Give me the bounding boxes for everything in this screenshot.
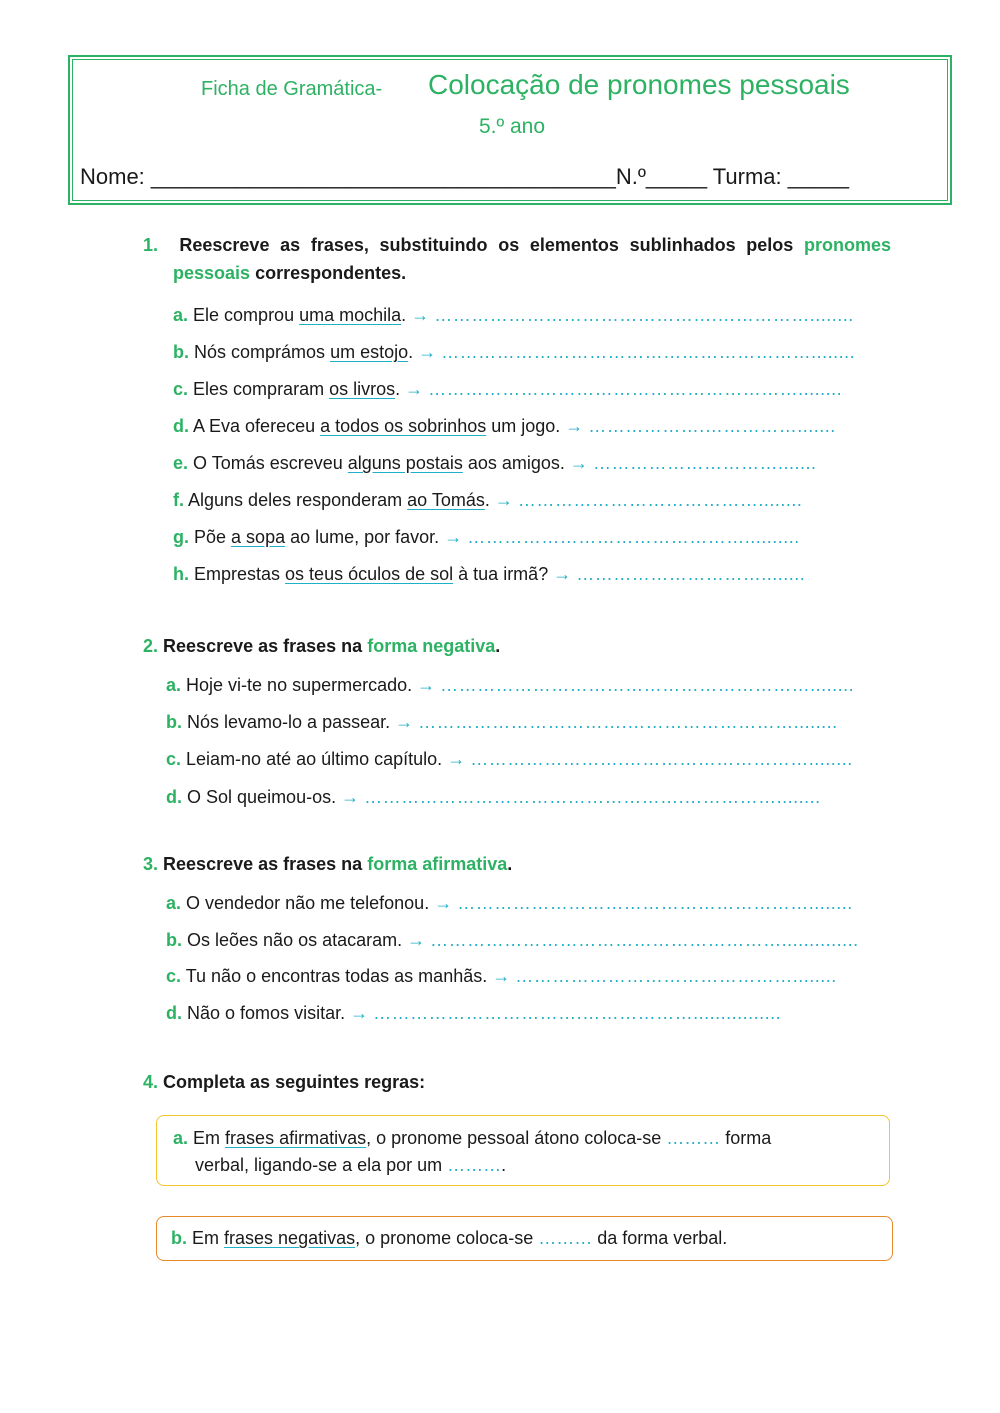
underlined-element: frases afirmativas bbox=[225, 1128, 367, 1148]
item-text-end: à tua irmã? bbox=[453, 564, 549, 584]
header-box bbox=[68, 55, 952, 205]
arrow-right-icon: → bbox=[494, 490, 513, 510]
item-letter: c. bbox=[173, 379, 189, 399]
item-text-end: . bbox=[401, 305, 407, 325]
item-text: Leiam-no até ao último capítulo. bbox=[186, 749, 443, 769]
item-letter: b. bbox=[171, 1228, 187, 1248]
underlined-element: uma mochila bbox=[299, 305, 402, 325]
arrow-right-icon: → bbox=[553, 564, 572, 584]
underlined-element: alguns postais bbox=[347, 453, 463, 473]
item-letter: h. bbox=[173, 564, 189, 584]
underlined-element: um estojo bbox=[330, 342, 409, 362]
item-letter: a. bbox=[166, 893, 182, 913]
item-text-end: aos amigos. bbox=[462, 453, 565, 473]
q3-item-c bbox=[166, 964, 837, 988]
question-number: 2. bbox=[143, 636, 159, 656]
answer-line[interactable]: ……………………………………………………........ bbox=[428, 379, 843, 399]
question-text-end: . bbox=[495, 636, 501, 656]
rule-text: Em bbox=[193, 1128, 226, 1148]
q2-item-d bbox=[166, 785, 821, 809]
item-letter: a. bbox=[166, 675, 182, 695]
name-number-class-line[interactable]: Nome: ______________________________________N.º_____ Turma: _____ bbox=[80, 164, 849, 189]
arrow-right-icon: → bbox=[417, 675, 436, 695]
question-3-title bbox=[143, 850, 512, 878]
item-text: A Eva ofereceu bbox=[193, 416, 321, 436]
q1-item-d bbox=[173, 414, 836, 438]
answer-line[interactable]: ……………………………………………………........ bbox=[441, 342, 856, 362]
question-text: Reescreve as frases, substituindo os elementos sublinhados pelos bbox=[179, 235, 794, 255]
q1-item-h bbox=[173, 562, 805, 586]
arrow-right-icon: → bbox=[395, 712, 414, 732]
q1-item-e bbox=[173, 451, 816, 475]
worksheet-title: Colocação de pronomes pessoais bbox=[428, 69, 850, 100]
item-text-end: . bbox=[484, 490, 490, 510]
q1-item-a bbox=[173, 303, 854, 327]
answer-line[interactable]: …………………………....... bbox=[592, 453, 817, 473]
answer-line[interactable]: ……………………………………….……………........ bbox=[434, 305, 854, 325]
arrow-right-icon: → bbox=[569, 453, 588, 473]
arrow-right-icon: → bbox=[418, 342, 437, 362]
rule-text: Em bbox=[192, 1228, 225, 1248]
item-text: O Sol queimou-os. bbox=[187, 787, 337, 807]
answer-line[interactable]: ………………………………………........ bbox=[515, 966, 837, 986]
blank-field[interactable]: ……… bbox=[666, 1128, 721, 1148]
question-number: 1. bbox=[143, 235, 159, 255]
arrow-right-icon: → bbox=[411, 305, 430, 325]
item-letter: a. bbox=[173, 305, 189, 325]
item-letter: d. bbox=[166, 1003, 182, 1023]
underlined-element: a sopa bbox=[231, 527, 286, 547]
item-text-end: um jogo. bbox=[486, 416, 561, 436]
answer-line[interactable]: …………………………………………………........ bbox=[457, 893, 853, 913]
underlined-element: frases negativas bbox=[224, 1228, 356, 1248]
answer-line[interactable]: ……………………………………….......... bbox=[467, 527, 800, 547]
question-text: Reescreve as frases na bbox=[163, 854, 363, 874]
answer-line[interactable]: …………………………….………………………........ bbox=[418, 712, 838, 732]
question-number: 3. bbox=[143, 854, 159, 874]
answer-line[interactable]: ………………………………………………….............. bbox=[430, 930, 859, 950]
question-text: Completa as seguintes regras: bbox=[163, 1072, 426, 1092]
question-highlight: forma negativa bbox=[367, 636, 496, 656]
item-text-end: . bbox=[395, 379, 401, 399]
q1-item-g bbox=[173, 525, 800, 549]
answer-line[interactable]: …………………….…………………………........ bbox=[470, 749, 853, 769]
arrow-right-icon: → bbox=[492, 966, 511, 986]
item-letter: b. bbox=[166, 930, 182, 950]
item-letter: b. bbox=[173, 342, 189, 362]
rule-a-line-2 bbox=[173, 1152, 875, 1179]
item-text: Hoje vi-te no supermercado. bbox=[186, 675, 413, 695]
answer-line[interactable]: ……………………………………………………........ bbox=[440, 675, 855, 695]
question-1-title bbox=[143, 231, 891, 287]
q3-item-d bbox=[166, 1001, 781, 1025]
question-4-title bbox=[143, 1068, 425, 1096]
item-text: O vendedor não me telefonou. bbox=[186, 893, 430, 913]
worksheet-subtitle: Ficha de Gramática- bbox=[201, 78, 383, 100]
item-letter: d. bbox=[166, 787, 182, 807]
arrow-right-icon: → bbox=[350, 1003, 369, 1023]
question-text: Reescreve as frases na bbox=[163, 636, 363, 656]
arrow-right-icon: → bbox=[447, 749, 466, 769]
item-letter: a. bbox=[173, 1128, 189, 1148]
item-letter: c. bbox=[166, 749, 182, 769]
rule-text: , o pronome pessoal átono coloca-se bbox=[366, 1128, 667, 1148]
q3-item-b bbox=[166, 928, 859, 952]
rule-box-b bbox=[156, 1216, 893, 1261]
question-text-end: . bbox=[507, 854, 513, 874]
rule-text-end: da forma verbal. bbox=[592, 1228, 728, 1248]
question-2-title bbox=[143, 632, 500, 660]
question-number: 4. bbox=[143, 1072, 159, 1092]
question-text-end: correspondentes. bbox=[255, 263, 407, 283]
item-text: Nós levamo-lo a passear. bbox=[187, 712, 391, 732]
item-text: Alguns deles responderam bbox=[188, 490, 408, 510]
q2-item-c bbox=[166, 747, 853, 771]
rule-text-end: . bbox=[501, 1155, 507, 1175]
underlined-element: ao Tomás bbox=[407, 490, 485, 510]
q2-item-b bbox=[166, 710, 838, 734]
arrow-right-icon: → bbox=[565, 416, 584, 436]
rule-box-a bbox=[156, 1115, 890, 1186]
item-letter: e. bbox=[173, 453, 189, 473]
answer-line[interactable]: …………………………………........ bbox=[517, 490, 803, 510]
item-text: Os leões não os atacaram. bbox=[187, 930, 403, 950]
item-text: Põe bbox=[194, 527, 232, 547]
item-text: Tu não o encontras todas as manhãs. bbox=[185, 966, 488, 986]
item-text: Não o fomos visitar. bbox=[187, 1003, 346, 1023]
q3-item-a bbox=[166, 891, 853, 915]
answer-line[interactable]: …………………………………………….……………........ bbox=[364, 787, 821, 807]
underlined-element: a todos os sobrinhos bbox=[320, 416, 487, 436]
item-text-end: . bbox=[408, 342, 414, 362]
arrow-right-icon: → bbox=[434, 893, 453, 913]
blank-field[interactable]: ……… bbox=[538, 1228, 593, 1248]
q2-item-a bbox=[166, 673, 854, 697]
arrow-right-icon: → bbox=[341, 787, 360, 807]
question-highlight: forma afirmativa bbox=[367, 854, 508, 874]
answer-line[interactable]: …………………………........ bbox=[576, 564, 806, 584]
underlined-element: os teus óculos de sol bbox=[285, 564, 454, 584]
item-letter: g. bbox=[173, 527, 189, 547]
item-text-end: ao lume, por favor. bbox=[285, 527, 440, 547]
rule-a-line-1 bbox=[173, 1125, 875, 1152]
q1-item-f bbox=[173, 488, 802, 512]
blank-field[interactable]: ……… bbox=[447, 1155, 502, 1175]
item-text: Nós comprámos bbox=[194, 342, 331, 362]
arrow-right-icon: → bbox=[405, 379, 424, 399]
q1-item-b bbox=[173, 340, 855, 364]
question-highlight: pronomes pessoais bbox=[173, 235, 891, 283]
rule-text: forma bbox=[720, 1128, 772, 1148]
q1-item-c bbox=[173, 377, 842, 401]
item-text: Ele comprou bbox=[193, 305, 300, 325]
item-letter: b. bbox=[166, 712, 182, 732]
rule-text: verbal, ligando-se a ela por um bbox=[195, 1155, 448, 1175]
school-year: 5.º ano bbox=[478, 115, 546, 138]
answer-line[interactable]: ……………….……………....... bbox=[588, 416, 836, 436]
item-letter: f. bbox=[173, 490, 184, 510]
answer-line[interactable]: …………………………….………………................ bbox=[373, 1003, 782, 1023]
arrow-right-icon: → bbox=[444, 527, 463, 547]
item-letter: c. bbox=[166, 966, 182, 986]
rule-text: , o pronome coloca-se bbox=[355, 1228, 539, 1248]
arrow-right-icon: → bbox=[407, 930, 426, 950]
item-text: Emprestas bbox=[194, 564, 286, 584]
item-letter: d. bbox=[173, 416, 189, 436]
item-text: Eles compraram bbox=[193, 379, 330, 399]
item-text: O Tomás escreveu bbox=[193, 453, 348, 473]
underlined-element: os livros bbox=[329, 379, 396, 399]
